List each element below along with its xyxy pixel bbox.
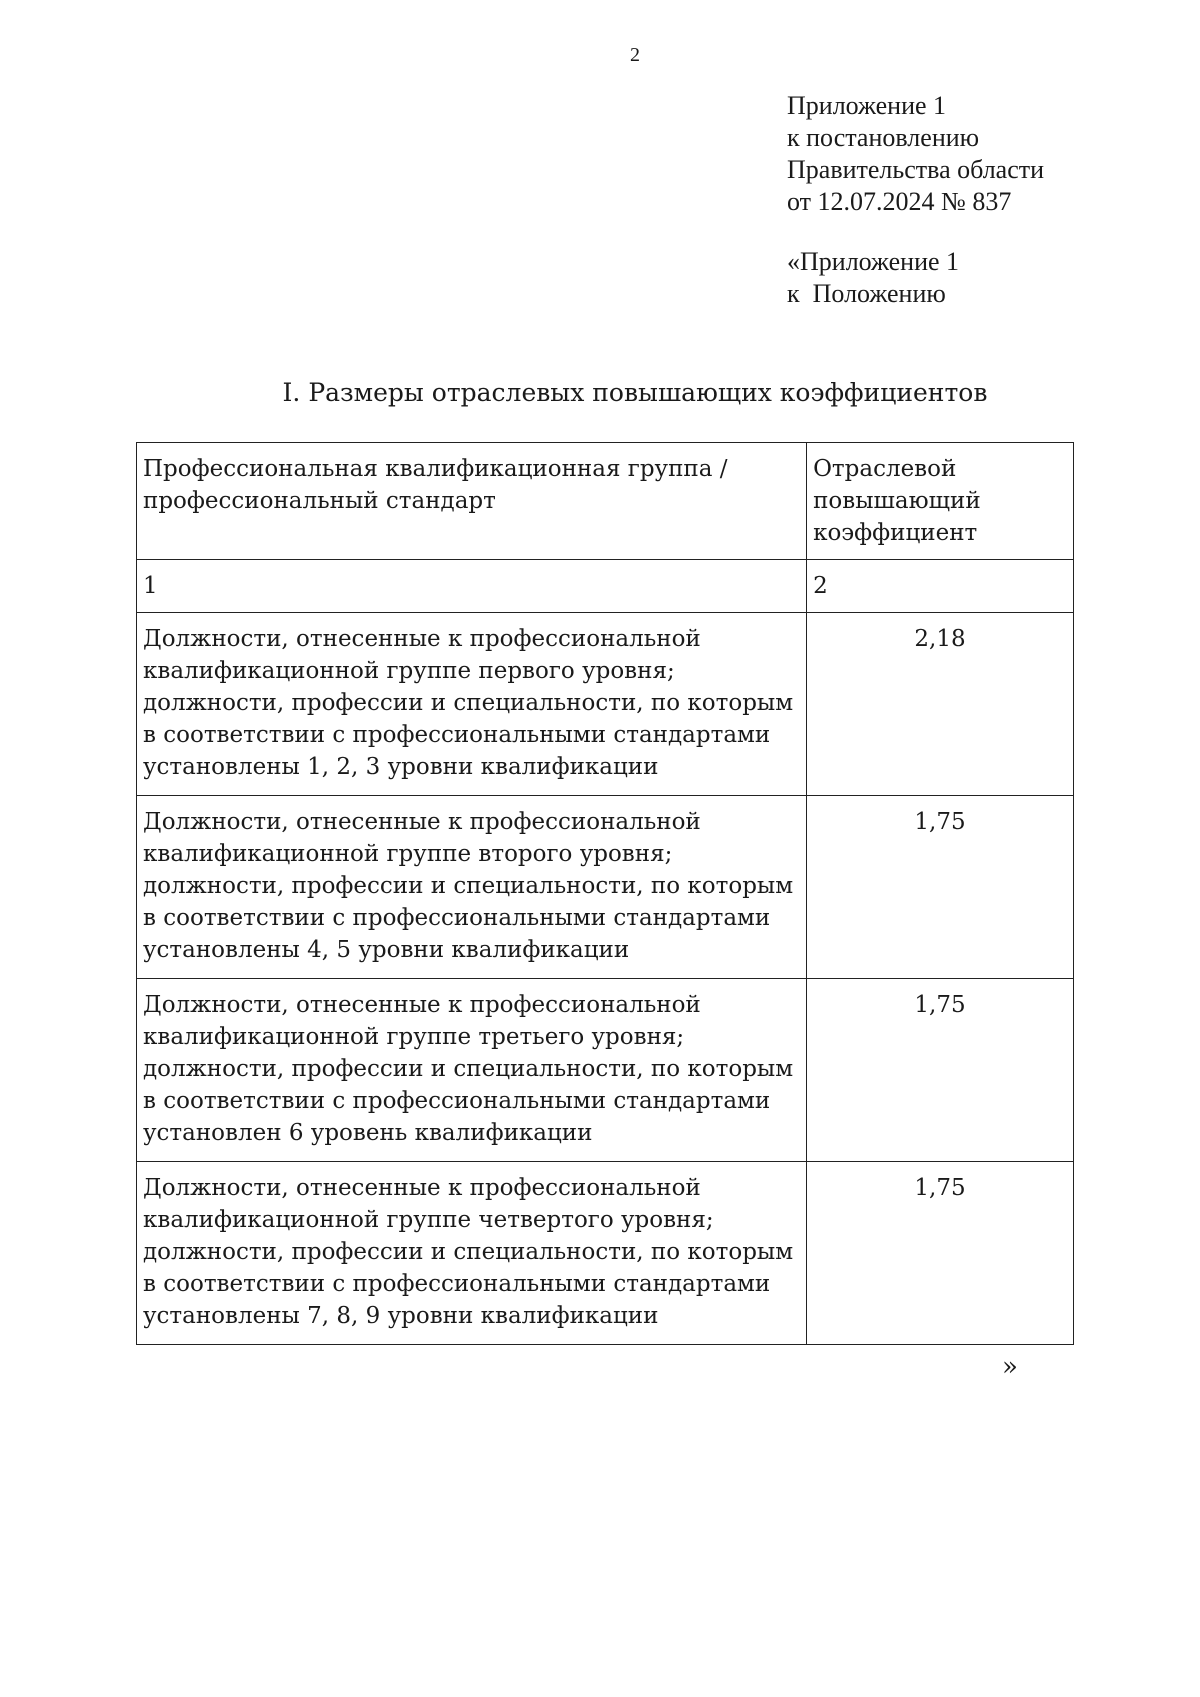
appendix-inner-line: «Приложение 1: [787, 247, 960, 276]
column-number: 2: [807, 560, 1074, 613]
header-coefficient: Отраслевой повышающий коэффициент: [807, 443, 1074, 560]
row-coefficient: 1,75: [807, 979, 1074, 1162]
header-group-standard: Профессиональная квалификационная группа / профессиональный стандарт: [137, 443, 807, 560]
row-coefficient: 1,75: [807, 1162, 1074, 1345]
table-row: [137, 1162, 1074, 1345]
appendix-line: к постановлению: [787, 123, 980, 152]
appendix-header: [787, 90, 1044, 310]
row-description: Должности, отнесенные к профессиональной квалификационной группе третьего уровня; должности, профессии и специальности, по которым в соответствии с профессиональными стандартами установлен 6 уровень квалификации: [137, 979, 807, 1162]
section-title: I. Размеры отраслевых повышающих коэффициентов: [282, 378, 988, 407]
appendix-inner-line: к Положению: [787, 279, 946, 308]
row-coefficient: 1,75: [807, 796, 1074, 979]
coefficients-table: [136, 442, 1074, 1345]
row-coefficient: 2,18: [807, 613, 1074, 796]
table-row: [137, 979, 1074, 1162]
closing-quote: »: [1002, 1352, 1018, 1382]
table-header-row: [137, 443, 1074, 560]
appendix-line: от 12.07.2024 № 837: [787, 187, 1012, 216]
row-description: Должности, отнесенные к профессиональной квалификационной группе четвертого уровня; должности, профессии и специальности, по которым в соответствии с профессиональными стандартами установлены 7, 8, 9 уровни квалификации: [137, 1162, 807, 1345]
column-number-row: [137, 560, 1074, 613]
page-number: 2: [630, 44, 640, 66]
row-description: Должности, отнесенные к профессиональной квалификационной группе первого уровня; должности, профессии и специальности, по которым в соответствии с профессиональными стандартами установлены 1, 2, 3 уровни квалификации: [137, 613, 807, 796]
row-description: Должности, отнесенные к профессиональной квалификационной группе второго уровня; должности, профессии и специальности, по которым в соответствии с профессиональными стандартами установлены 4, 5 уровни квалификации: [137, 796, 807, 979]
column-number: 1: [137, 560, 807, 613]
table-row: [137, 796, 1074, 979]
table-row: [137, 613, 1074, 796]
appendix-line: Правительства области: [787, 155, 1045, 184]
appendix-line: Приложение 1: [787, 91, 947, 120]
appendix-spacer: [787, 218, 1044, 246]
